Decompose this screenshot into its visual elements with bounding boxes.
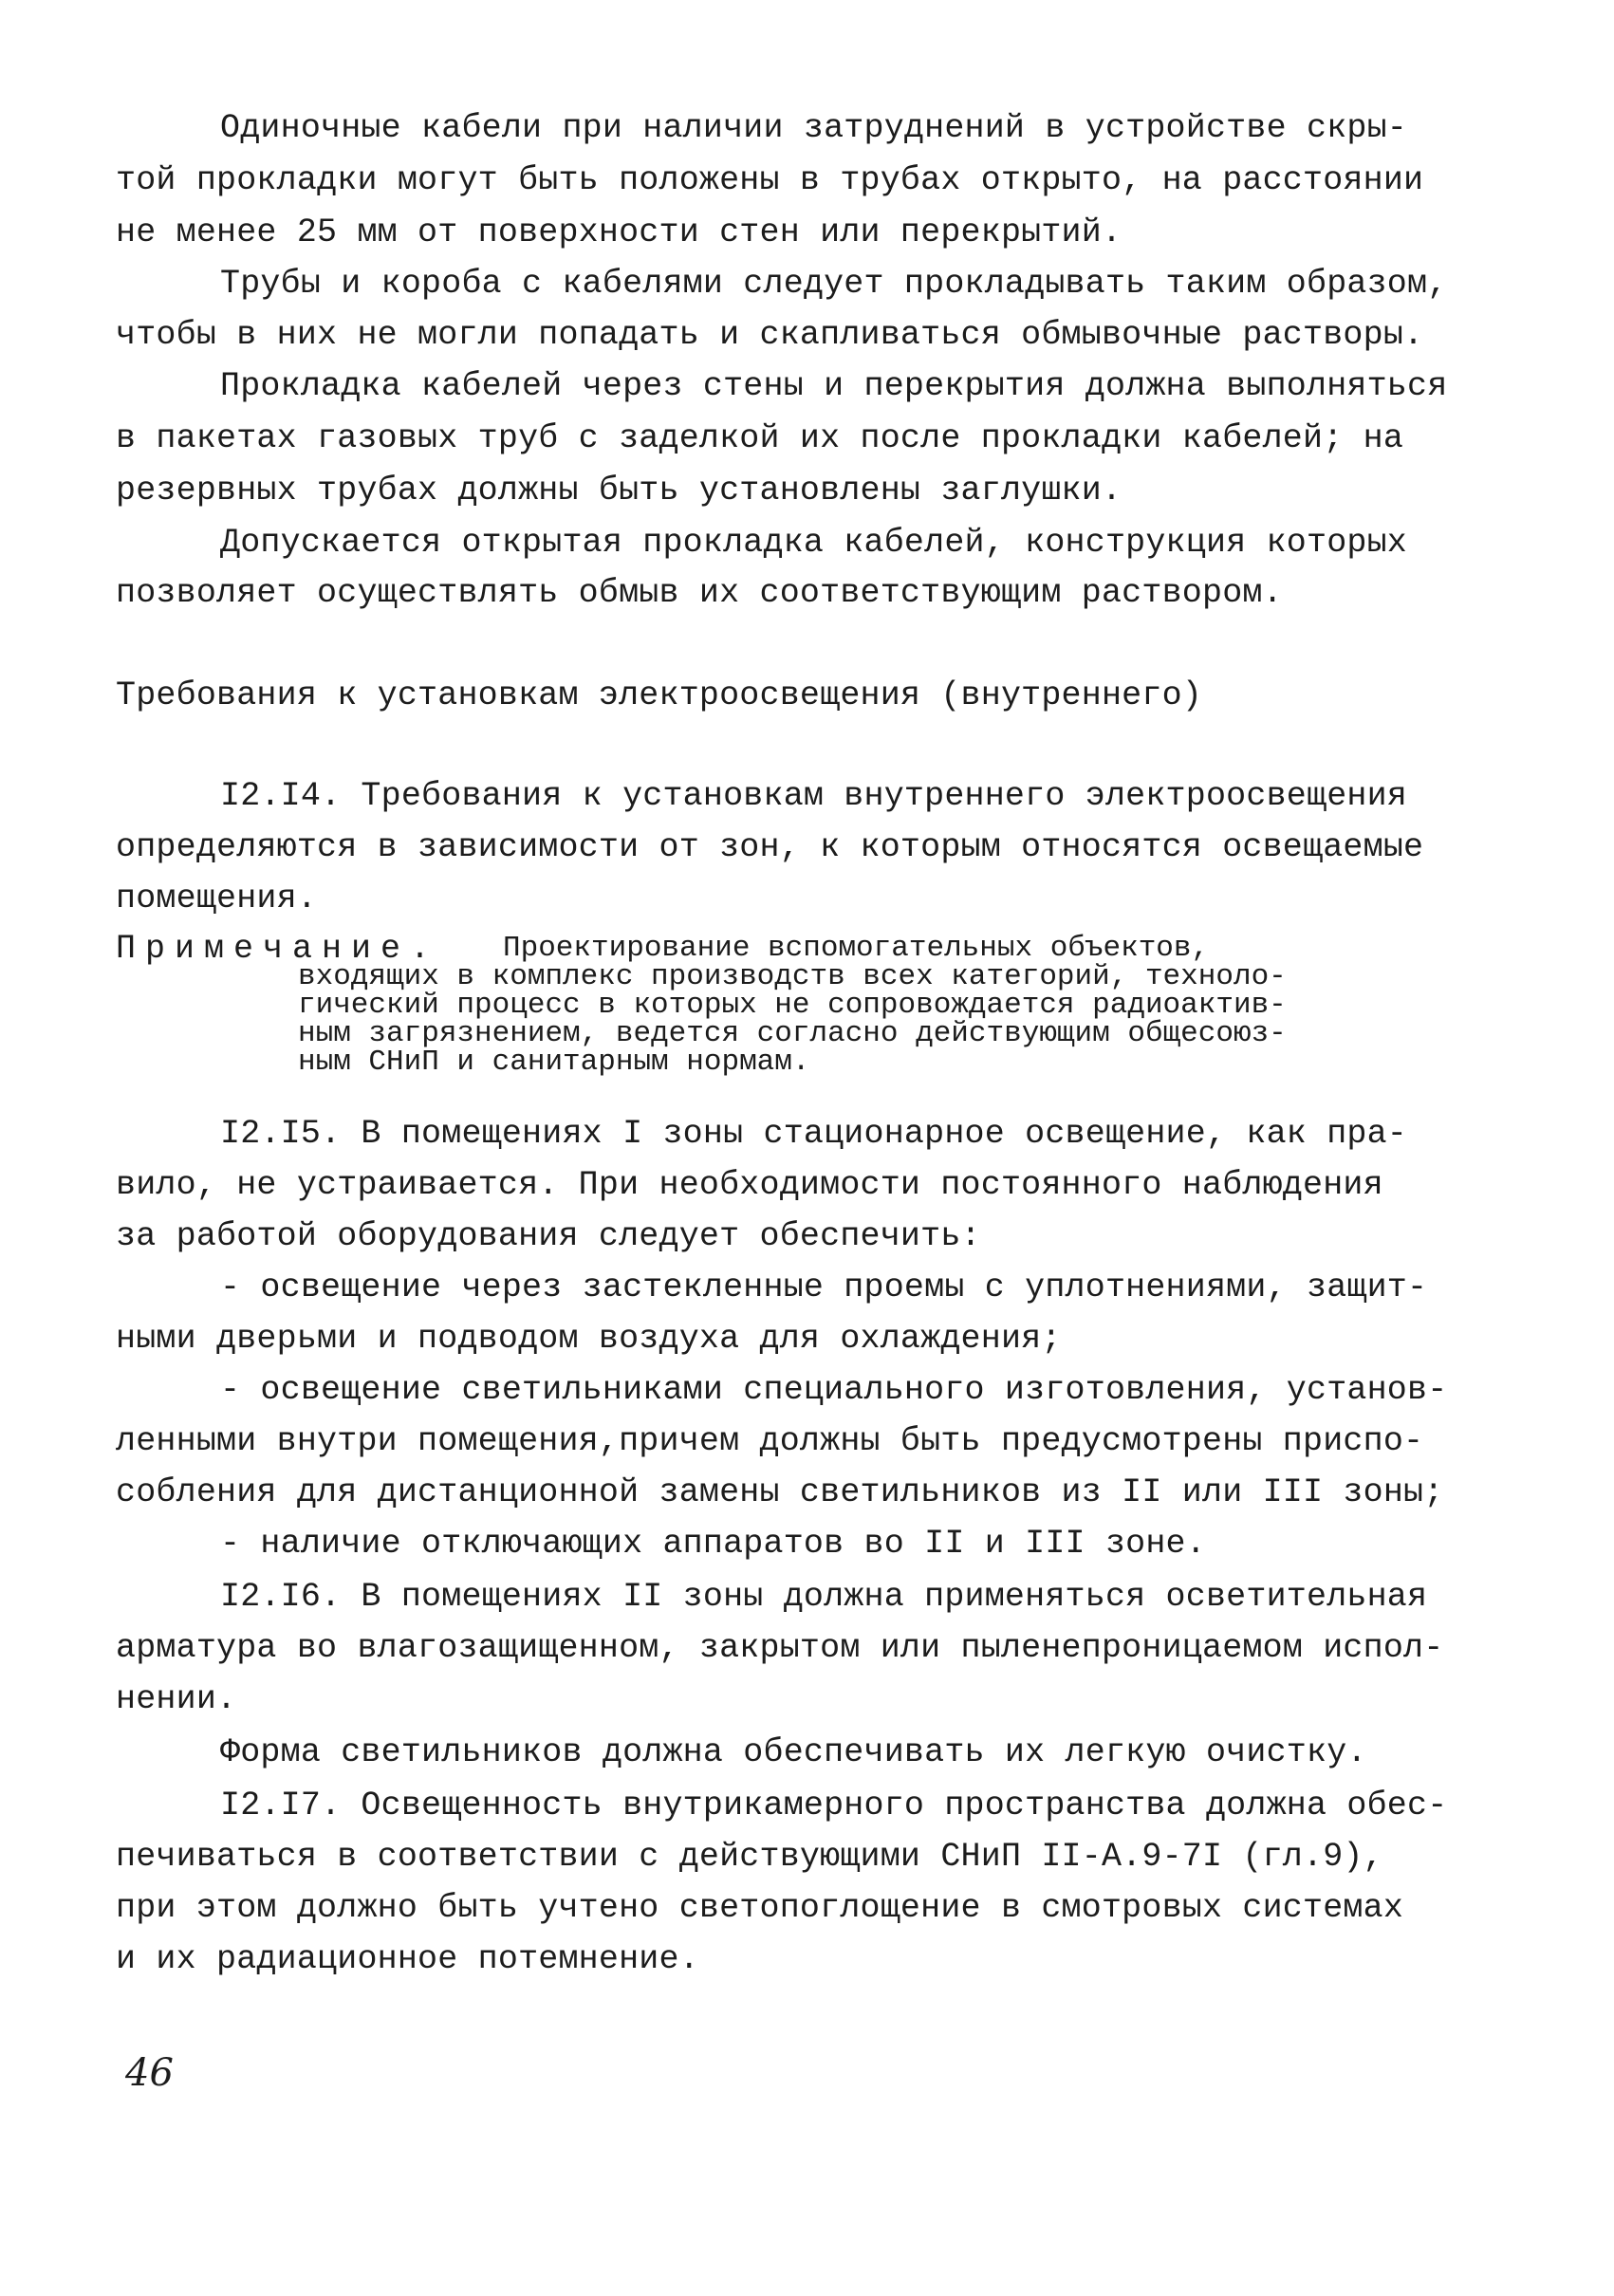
clause-line: вило, не устраивается. При необходимости постоянного наблюдения: [116, 1166, 1383, 1204]
clause-line: и их радиационное потемнение.: [116, 1940, 699, 1978]
paragraph-line: Форма светильников должна обеспечивать их легкую очистку.: [220, 1733, 1367, 1771]
bullet-line: ленными внутри помещения,причем должны быть предусмотрены приспо-: [116, 1422, 1424, 1460]
clause-line: помещения.: [116, 880, 318, 917]
paragraph-line: позволяет осуществлять обмыв их соответствующим раствором.: [116, 574, 1283, 612]
paragraph-line: чтобы в них не могли попадать и скапливаться обмывочные растворы.: [116, 316, 1424, 354]
bullet-line: - наличие отключающих аппаратов во II и III зоне.: [220, 1525, 1206, 1563]
bullet-line: собления для дистанционной замены светильников из II или III зоны;: [116, 1473, 1444, 1511]
clause-line: при этом должно быть учтено светопоглощение в смотровых системах: [116, 1889, 1404, 1927]
paragraph-line: той прокладки могут быть положены в трубах открыто, на расстоянии: [116, 161, 1424, 199]
clause-line: за работой оборудования следует обеспечить:: [116, 1217, 981, 1255]
paragraph-line: Прокладка кабелей через стены и перекрытия должна выполняться: [220, 367, 1448, 405]
clause-line: нении.: [116, 1680, 237, 1718]
bullet-line: - освещение светильниками специального изготовления, установ-: [220, 1371, 1448, 1409]
paragraph-line: в пакетах газовых труб с заделкой их после прокладки кабелей; на: [116, 419, 1404, 457]
clause-line: арматура во влагозащищенном, закрытом или пыленепроницаемом испол-: [116, 1629, 1444, 1667]
note-line: ным загрязнением, ведется согласно действующим общесоюз-: [298, 1017, 1287, 1050]
bullet-line: - освещение через застекленные проемы с уплотнениями, защит-: [220, 1268, 1428, 1306]
section-heading: Требования к установкам электроосвещения (внутреннего): [116, 676, 1202, 714]
note-label: Примечание.: [116, 930, 440, 968]
clause-line: I2.I4. Требования к установкам внутреннего электроосвещения: [220, 777, 1408, 815]
paragraph-line: не менее 25 мм от поверхности стен или перекрытий.: [116, 213, 1122, 251]
clause-line: I2.I5. В помещениях I зоны стационарное освещение, как пра-: [220, 1115, 1408, 1153]
note-line: входящих в комплекс производств всех категорий, техноло-: [298, 960, 1287, 993]
note-line: ным СНиП и санитарным нормам.: [298, 1046, 810, 1079]
note-line: Проектирование вспомогательных объектов,: [503, 932, 1210, 965]
paragraph-line: Трубы и короба с кабелями следует прокладывать таким образом,: [220, 265, 1448, 303]
note-line: гический процесс в которых не сопровождается радиоактив-: [298, 989, 1287, 1022]
paragraph-line: Допускается открытая прокладка кабелей, конструкция которых: [220, 524, 1408, 562]
clause-line: печиваться в соответствии с действующими СНиП II-А.9-7I (гл.9),: [116, 1838, 1383, 1876]
clause-line: I2.I7. Освещенность внутрикамерного пространства должна обес-: [220, 1787, 1448, 1824]
paragraph-line: резервных трубах должны быть установлены заглушки.: [116, 472, 1122, 509]
bullet-line: ными дверьми и подводом воздуха для охлаждения;: [116, 1320, 1062, 1358]
paragraph-line: Одиночные кабели при наличии затруднений в устройстве скры-: [220, 109, 1408, 147]
page-number: 46: [125, 2051, 174, 2095]
clause-line: определяются в зависимости от зон, к которым относятся освещаемые: [116, 828, 1424, 866]
clause-line: I2.I6. В помещениях II зоны должна применяться осветительная: [220, 1578, 1428, 1616]
